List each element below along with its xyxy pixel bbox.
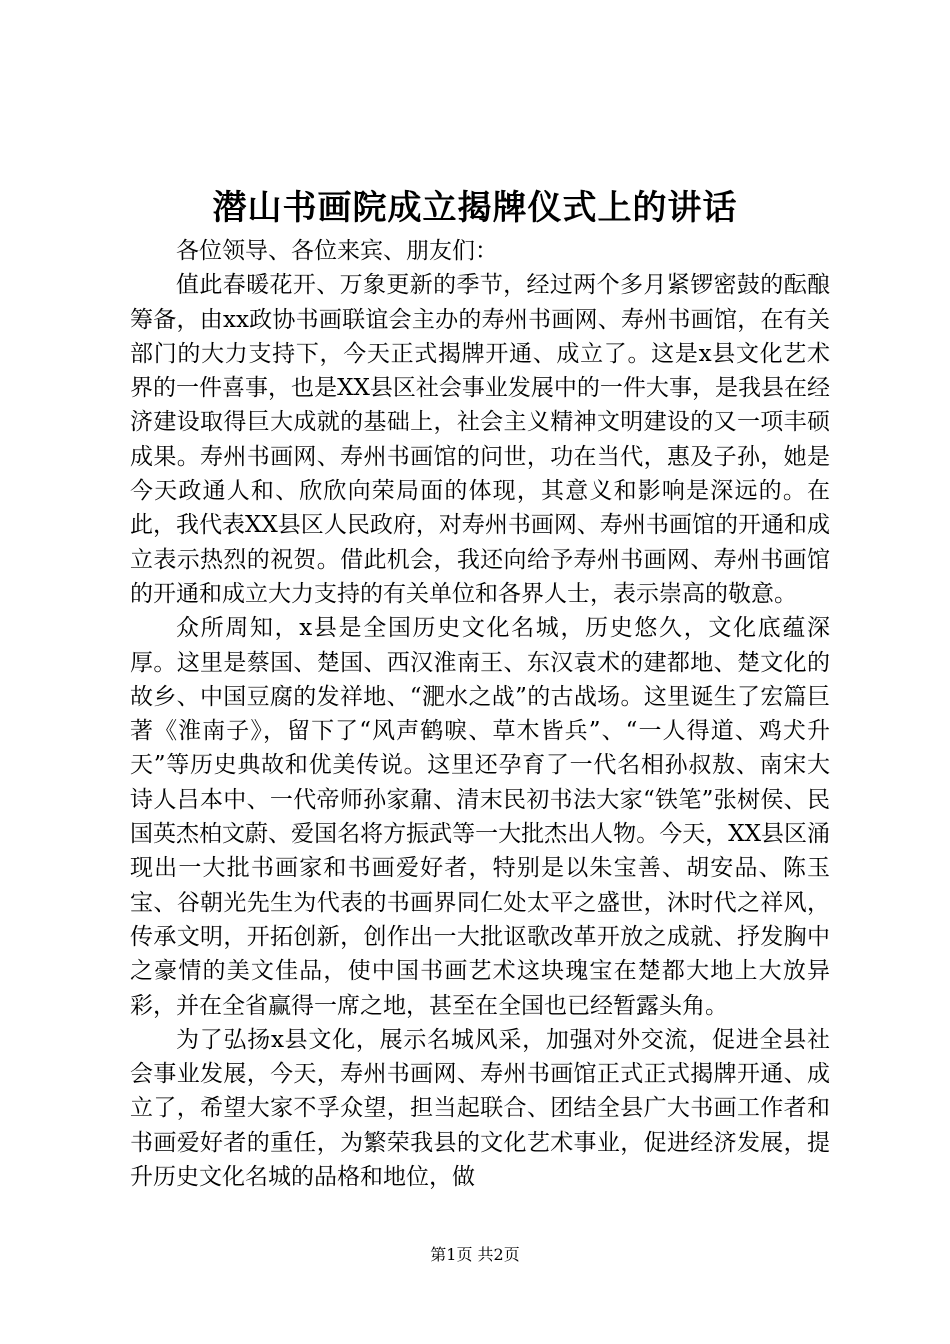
- salutation: 各位领导、各位来宾、朋友们：: [176, 238, 498, 264]
- document-title: 潜山书画院成立揭牌仪式上的讲话: [212, 188, 738, 228]
- paragraph-2: 众所周知，x县是全国历史文化名城，历史悠久，文化底蕴深厚。这里是蔡国、楚国、西汉淮南王、东汉袁术的建都地、楚文化的故乡、中国豆腐的发祥地、“淝水之战”的古战场。这里诞生了宏篇巨著《淮南子》，留下了“风声鹤唳、草木皆兵”、“一人得道、鸡犬升天”等历史典故和优美传说。这里还孕育了一代名相孙叔敖、南宋大诗人吕本中、一代帝师孙家鼐、清末民初书法大家“铁笔”张树侯、民国英杰柏文蔚、爱国名将方振武等一大批杰出人物。今天，XX县区涌现出一大批书画家和书画爱好者，特别是以朱宝善、胡安品、陈玉宝、谷朝光先生为代表的书画界同仁处太平之盛世，沐时代之祥风，传承文明，开拓创新，创作出一大批讴歌改革开放之成就、抒发胸中之豪情的美文佳品，使中国书画艺术这块瑰宝在楚都大地上大放异彩，并在全省赢得一席之地，甚至在全国也已经暂露头角。: [130, 615, 830, 1019]
- paragraph-3: 为了弘扬x县文化，展示名城风采，加强对外交流，促进全县社会事业发展，今天，寿州书画网、寿州书画馆正式正式揭牌开通、成立了，希望大家不孚众望，担当起联合、团结全县广大书画工作者和书画爱好者的重任，为繁荣我县的文化艺术事业，促进经济发展，提升历史文化名城的品格和地位，做: [130, 1026, 830, 1191]
- page-footer: 第1页 共2页: [430, 1245, 520, 1264]
- paragraph-1: 值此春暖花开、万象更新的季节，经过两个多月紧锣密鼓的酝酿筹备，由xx政协书画联谊会主办的寿州书画网、寿州书画馆，在有关部门的大力支持下，今天正式揭牌开通、成立了。这是x县文化艺术界的一件喜事，也是XX县区社会事业发展中的一件大事，是我县在经济建设取得巨大成就的基础上，社会主义精神文明建设的又一项丰硕成果。寿州书画网、寿州书画馆的问世，功在当代，惠及子孙，她是今天政通人和、欣欣向荣局面的体现，其意义和影响是深远的。在此，我代表XX县区人民政府，对寿州书画网、寿州书画馆的开通和成立表示热烈的祝贺。借此机会，我还向给予寿州书画网、寿州书画馆的开通和成立大力支持的有关单位和各界人士，表示崇高的敬意。: [130, 272, 830, 607]
- document-body: [130, 234, 830, 1194]
